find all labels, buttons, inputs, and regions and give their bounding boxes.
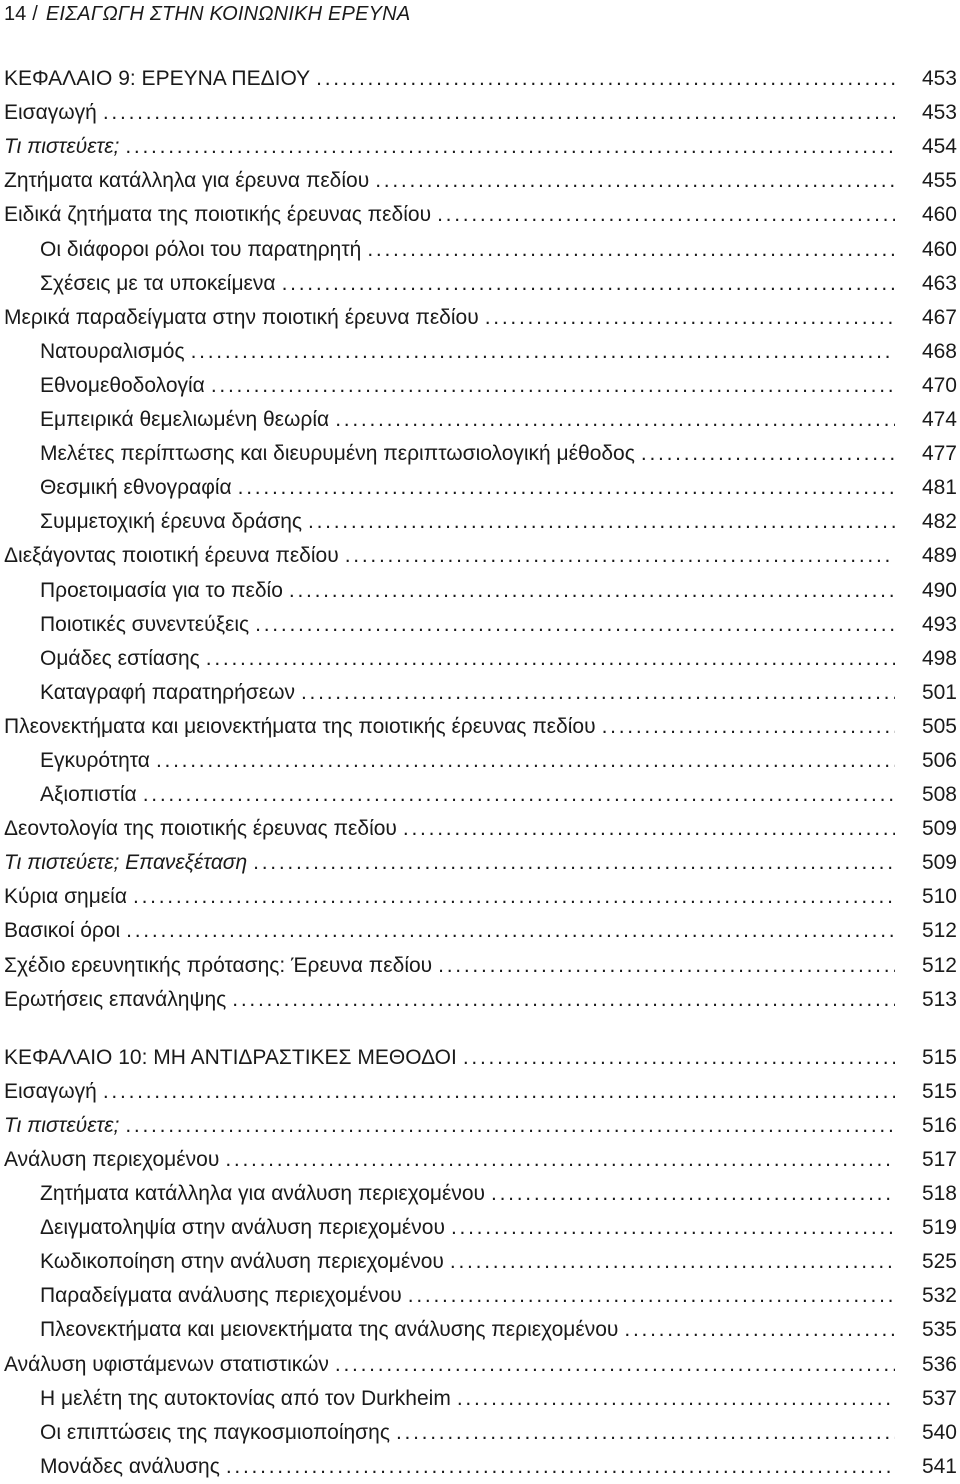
dot-leader xyxy=(408,1279,895,1313)
toc-entry-label: Εισαγωγή xyxy=(4,1079,97,1103)
toc-entry[interactable] xyxy=(4,335,957,369)
toc-entry[interactable] xyxy=(4,642,957,676)
toc-entry[interactable] xyxy=(4,164,957,198)
toc-entry[interactable] xyxy=(4,778,957,812)
toc-page-number: 498 xyxy=(921,646,957,670)
dot-leader xyxy=(641,437,895,471)
toc-entry-label: Εθνομεθοδολογία xyxy=(40,373,205,397)
dot-leader xyxy=(308,505,895,539)
toc-page-number: 509 xyxy=(921,817,957,841)
dot-leader xyxy=(403,812,895,846)
toc-page-number: 510 xyxy=(921,885,957,909)
dot-leader xyxy=(255,608,895,642)
dot-leader xyxy=(126,914,895,948)
dot-leader xyxy=(316,62,895,96)
dot-leader xyxy=(125,130,895,164)
toc-entry[interactable] xyxy=(4,369,957,403)
toc-entry[interactable] xyxy=(4,437,957,471)
toc-entry-label: Συμμετοχική έρευνα δράσης xyxy=(40,510,303,534)
toc-entry-label: Μελέτες περίπτωσης και διευρυμένη περιπτωσιολογική μέθοδος xyxy=(40,442,635,466)
toc-entry-label: Πλεονεκτήματα και μειονεκτήματα της ποιοτικής έρευνας πεδίου xyxy=(4,714,596,738)
dot-leader xyxy=(282,267,895,301)
toc-entry-label: Ανάλυση υφιστάμενων στατιστικών xyxy=(4,1352,329,1376)
toc-entry-label: Η μελέτη της αυτοκτονίας από τον Durkheim xyxy=(40,1386,451,1410)
toc-entry-label: Κωδικοποίηση στην ανάλυση περιεχομένου xyxy=(40,1250,444,1274)
toc-entry[interactable] xyxy=(4,948,957,982)
toc-entry[interactable] xyxy=(4,1109,957,1143)
dot-leader xyxy=(226,1450,895,1484)
toc-entry[interactable] xyxy=(4,1347,957,1381)
dot-leader xyxy=(335,403,895,437)
toc-entry[interactable] xyxy=(4,130,957,164)
toc-page-number: 505 xyxy=(921,714,957,738)
toc-entry-label: Παραδείγματα ανάλυσης περιεχομένου xyxy=(40,1284,402,1308)
toc-page-number: 453 xyxy=(921,101,957,125)
dot-leader xyxy=(437,198,895,232)
chapter-section xyxy=(4,1041,957,1484)
toc-entry-label: ΚΕΦΑΛΑΙΟ 10: ΜΗ ΑΝΤΙΔΡΑΣΤΙΚΕΣ ΜΕΘΟΔΟΙ xyxy=(4,1045,457,1069)
dot-leader xyxy=(491,1177,895,1211)
toc-entry-label: Θεσμική εθνογραφία xyxy=(40,476,232,500)
toc-page-number: 540 xyxy=(921,1420,957,1444)
toc-page-number: 467 xyxy=(921,305,957,329)
toc-entry-label: Νατουραλισμός xyxy=(40,339,185,363)
dot-leader xyxy=(133,880,895,914)
dot-leader xyxy=(602,710,895,744)
running-head xyxy=(4,0,410,28)
toc-entry[interactable] xyxy=(4,880,957,914)
toc-entry[interactable] xyxy=(4,1313,957,1347)
page-number: 14 xyxy=(4,3,27,25)
toc-page-number: 501 xyxy=(921,680,957,704)
toc-entry[interactable] xyxy=(4,505,957,539)
toc-page-number: 477 xyxy=(921,442,957,466)
toc-page-number: 474 xyxy=(921,408,957,432)
toc-entry[interactable] xyxy=(4,846,957,880)
toc-entry[interactable] xyxy=(4,1245,957,1279)
toc-page-number: 512 xyxy=(921,919,957,943)
toc-entry-label: Μερικά παραδείγματα στην ποιοτική έρευνα πεδίου xyxy=(4,305,479,329)
toc-entry-label: Βασικοί όροι xyxy=(4,919,121,943)
toc-entry-label: Προετοιμασία για το πεδίο xyxy=(40,578,283,602)
toc-entry[interactable] xyxy=(4,1382,957,1416)
toc-entry[interactable] xyxy=(4,1075,957,1109)
toc-entry-label: Εισαγωγή xyxy=(4,101,97,125)
toc-entry-label: Ειδικά ζητήματα της ποιοτικής έρευνας πεδίου xyxy=(4,203,432,227)
toc-entry[interactable] xyxy=(4,471,957,505)
toc-page-number: 535 xyxy=(921,1318,957,1342)
toc-entry-label: Καταγραφή παρατηρήσεων xyxy=(40,680,295,704)
toc-page-number: 481 xyxy=(921,476,957,500)
book-title: ΕΙΣΑΓΩΓΗ ΣΤΗΝ ΚΟΙΝΩΝΙΚΗ ΕΡΕΥΝΑ xyxy=(45,3,411,25)
chapter-section xyxy=(4,62,957,1017)
toc-page-number: 493 xyxy=(921,612,957,636)
toc-entry-label: Τι πιστεύετε; xyxy=(4,135,120,159)
dot-leader xyxy=(450,1245,895,1279)
toc-entry-label: Κύρια σημεία xyxy=(4,885,127,909)
toc-page-number: 509 xyxy=(921,851,957,875)
toc-entry[interactable] xyxy=(4,267,957,301)
toc-entry-label: Εμπειρικά θεμελιωμένη θεωρία xyxy=(40,408,330,432)
toc-entry-label: Σχέδιο ερευνητικής πρότασης: Έρευνα πεδίου xyxy=(4,953,433,977)
toc-entry-label: Εγκυρότητα xyxy=(40,748,150,772)
toc-entry[interactable] xyxy=(4,573,957,607)
toc-page-number: 516 xyxy=(921,1113,957,1137)
dot-leader xyxy=(103,96,895,130)
toc-page-number: 460 xyxy=(921,203,957,227)
dot-leader xyxy=(232,983,895,1017)
dot-leader xyxy=(457,1382,895,1416)
toc-entry-label: ΚΕΦΑΛΑΙΟ 9: ΕΡΕΥΝΑ ΠΕΔΙΟΥ xyxy=(4,67,311,91)
toc-entry-label: Δειγματοληψία στην ανάλυση περιεχομένου xyxy=(40,1216,445,1240)
toc-page-number: 515 xyxy=(921,1045,957,1069)
toc-entry-label: Ομάδες εστίασης xyxy=(40,646,200,670)
dot-leader xyxy=(191,335,895,369)
dot-leader xyxy=(375,164,895,198)
toc-page-number: 512 xyxy=(921,953,957,977)
toc-entry[interactable] xyxy=(4,1177,957,1211)
running-head-separator: / xyxy=(32,3,38,25)
toc-entry-label: Μονάδες ανάλυσης xyxy=(40,1454,220,1478)
toc-entry-label: Σχέσεις με τα υποκείμενα xyxy=(40,271,276,295)
toc-page-number: 532 xyxy=(921,1284,957,1308)
toc-entry-label: Δεοντολογία της ποιοτικής έρευνας πεδίου xyxy=(4,817,397,841)
toc-entry-label: Ερωτήσεις επανάληψης xyxy=(4,987,227,1011)
toc-entry-label: Διεξάγοντας ποιοτική έρευνα πεδίου xyxy=(4,544,339,568)
toc-page-number: 515 xyxy=(921,1079,957,1103)
toc-page-number: 482 xyxy=(921,510,957,534)
toc-entry-label: Ανάλυση περιεχομένου xyxy=(4,1148,220,1171)
toc-page-number: 518 xyxy=(921,1182,957,1206)
dot-leader xyxy=(438,949,895,983)
dot-leader xyxy=(463,1041,895,1075)
toc-page-number: 463 xyxy=(921,271,957,295)
toc-entry[interactable] xyxy=(4,1450,957,1484)
dot-leader xyxy=(143,778,895,812)
dot-leader xyxy=(238,471,895,505)
toc-entry-label: Οι διάφοροι ρόλοι του παρατηρητή xyxy=(40,237,362,261)
toc-page-number: 519 xyxy=(921,1216,957,1240)
chapter-heading-row[interactable] xyxy=(4,62,957,96)
dot-leader xyxy=(485,301,895,335)
dot-leader xyxy=(301,676,895,710)
dot-leader xyxy=(253,846,895,880)
toc-page-number: 470 xyxy=(921,373,957,397)
toc-entry[interactable] xyxy=(4,676,957,710)
toc-entry[interactable] xyxy=(4,539,957,573)
toc-entry[interactable] xyxy=(4,1143,957,1177)
toc-entry-label: Ζητήματα κατάλληλα για έρευνα πεδίου xyxy=(4,169,370,193)
toc-page-number: 468 xyxy=(921,339,957,363)
toc-entry[interactable] xyxy=(4,1416,957,1450)
toc-entry[interactable] xyxy=(4,198,957,232)
toc-entry[interactable] xyxy=(4,983,957,1017)
toc-page-number: 506 xyxy=(921,748,957,772)
toc-entry[interactable] xyxy=(4,710,957,744)
toc-page-number: 517 xyxy=(921,1148,957,1171)
dot-leader xyxy=(156,744,895,778)
toc-page-number: 541 xyxy=(921,1454,957,1478)
dot-leader xyxy=(624,1313,895,1347)
dot-leader xyxy=(335,1348,895,1382)
toc-page-number: 490 xyxy=(921,578,957,602)
toc-entry[interactable] xyxy=(4,232,957,266)
toc-entry-label: Ποιοτικές συνεντεύξεις xyxy=(40,612,250,636)
dot-leader xyxy=(211,369,895,403)
toc-entry-label: Τι πιστεύετε; Επανεξέταση xyxy=(4,851,248,875)
toc-entry[interactable] xyxy=(4,914,957,948)
toc-page-number: 460 xyxy=(921,237,957,261)
toc-page-number: 508 xyxy=(921,783,957,807)
dot-leader xyxy=(345,539,895,573)
toc-page-number: 525 xyxy=(921,1250,957,1274)
toc-entry-label: Αξιοπιστία xyxy=(40,783,137,807)
toc-page-number: 537 xyxy=(921,1386,957,1410)
toc-page-number: 453 xyxy=(921,67,957,91)
toc-entry-label: Τι πιστεύετε; xyxy=(4,1113,120,1137)
chapter-heading-row[interactable] xyxy=(4,1041,957,1075)
toc-entry[interactable] xyxy=(4,812,957,846)
toc-entry[interactable] xyxy=(4,96,957,130)
toc-page-number: 513 xyxy=(921,987,957,1011)
dot-leader xyxy=(125,1109,895,1143)
table-of-contents xyxy=(4,62,957,1484)
toc-entry[interactable] xyxy=(4,403,957,437)
dot-leader xyxy=(206,642,895,676)
toc-entry-label: Ζητήματα κατάλληλα για ανάλυση περιεχομένου xyxy=(40,1182,486,1206)
toc-entry[interactable] xyxy=(4,1211,957,1245)
dot-leader xyxy=(289,574,895,608)
toc-entry[interactable] xyxy=(4,608,957,642)
dot-leader xyxy=(396,1416,895,1450)
toc-entry[interactable] xyxy=(4,744,957,778)
toc-page-number: 489 xyxy=(921,544,957,568)
toc-entry-label: Οι επιπτώσεις της παγκοσμιοποίησης xyxy=(40,1420,390,1444)
toc-entry[interactable] xyxy=(4,301,957,335)
dot-leader xyxy=(225,1143,895,1177)
toc-page-number: 455 xyxy=(921,169,957,193)
dot-leader xyxy=(103,1075,895,1109)
toc-entry[interactable] xyxy=(4,1279,957,1313)
toc-page-number: 454 xyxy=(921,135,957,159)
dot-leader xyxy=(367,233,895,267)
toc-entry-label: Πλεονεκτήματα και μειονεκτήματα της ανάλυσης περιεχομένου xyxy=(40,1318,619,1342)
dot-leader xyxy=(451,1211,895,1245)
toc-page-number: 536 xyxy=(921,1352,957,1376)
